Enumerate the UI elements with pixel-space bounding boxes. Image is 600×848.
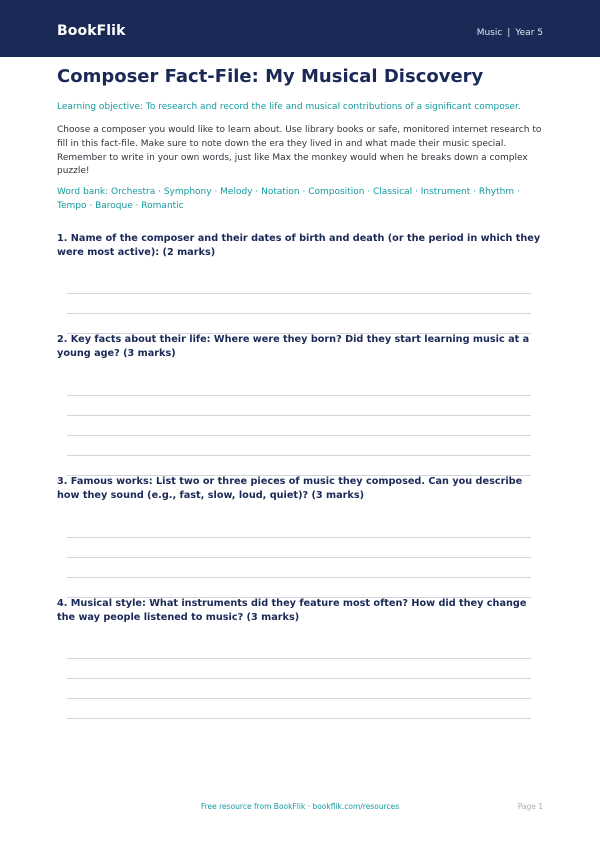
subject-label: Music [476,28,503,38]
answer-line [67,698,531,699]
answer-line [67,313,531,314]
answer-line [67,658,531,659]
question-4: 4. Musical style: What instruments did they feature most often? How did they change the way people listened to music? (3 marks) [57,598,527,624]
answer-line [67,455,531,456]
year-label: Year 5 [515,28,543,38]
subject-year-label [477,28,543,38]
word-bank: Word bank: Orchestra · Symphony · Melody · Notation · Composition · Classical · Instrument · Rhythm · Tempo · Baroque · Romantic [57,187,520,211]
answer-line [67,678,531,679]
page-title: Composer Fact-File: My Musical Discovery [57,66,484,87]
answer-line [67,718,531,719]
answer-line [67,435,531,436]
answer-line [67,557,531,558]
learning-objective: Learning objective: To research and record the life and musical contributions of a significant composer. [57,102,521,112]
page-number: Page 1 [517,802,543,811]
answer-line [67,537,531,538]
brand-logo-text: BookFlik [57,23,126,39]
question-3: 3. Famous works: List two or three pieces of music they composed. Can you describe how they sound (e.g., fast, slow, loud, quiet)? (3 marks) [57,476,523,502]
question-2: 2. Key facts about their life: Where were they born? Did they start learning music at a young age? (3 marks) [57,334,530,360]
question-1: 1. Name of the composer and their dates of birth and death (or the period in which they were most active): (2 marks) [57,233,541,259]
header-bar [0,0,600,57]
answer-line [67,415,531,416]
answer-line [67,395,531,396]
answer-line [67,293,531,294]
answer-line [67,577,531,578]
footer-resource-link[interactable]: Free resource from BookFlik · bookflik.com/resources [200,802,400,811]
intro-text: Choose a composer you would like to learn about. Use library books or safe, monitored internet research to fill in this fact-file. Make sure to note down the era they lived in and what made their music special. Remember to write in your own words, just like Max the monkey would when he breaks down a complex puzzle! [57,125,542,177]
meta-separator: | [507,28,511,38]
